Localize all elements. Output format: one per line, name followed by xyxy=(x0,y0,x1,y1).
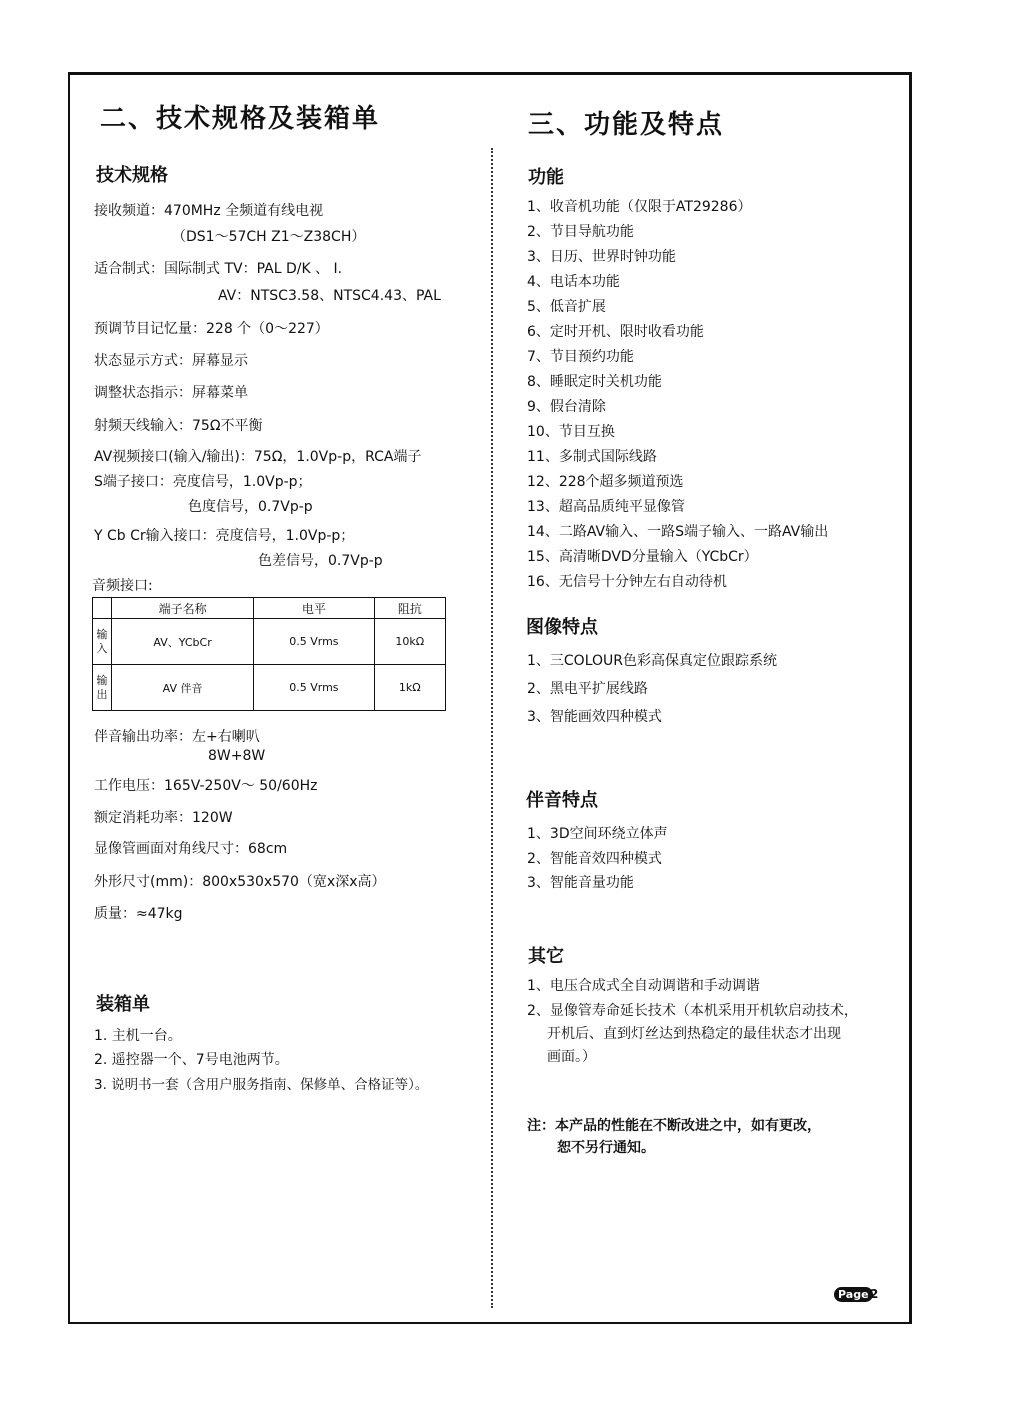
spec-line: 色差信号，0.7Vp-p xyxy=(258,553,383,569)
function-item: 12、228个超多频道预选 xyxy=(527,474,684,490)
sound-feature-item: 3、智能音量功能 xyxy=(527,875,634,891)
function-item: 14、二路AV输入、一路S端子输入、一路AV输出 xyxy=(527,524,829,540)
page-label: Page xyxy=(834,1287,873,1302)
spec-heading: 技术规格 xyxy=(96,165,168,186)
left-section-title: 二、技术规格及装箱单 xyxy=(100,104,381,134)
spec-line: AV：NTSC3.58、NTSC4.43、PAL xyxy=(218,288,441,304)
function-item: 9、假台清除 xyxy=(527,399,606,415)
table-header-cell: 阻抗 xyxy=(374,598,445,619)
spec-line: （DS1～57CH Z1～Z38CH） xyxy=(172,229,366,245)
table-corner-cell xyxy=(93,598,112,619)
table-row xyxy=(93,665,446,711)
spec-line: 伴音输出功率：左+右喇叭 xyxy=(94,729,260,745)
function-item: 2、节目导航功能 xyxy=(527,224,634,240)
spec-line: 8W+8W xyxy=(208,748,266,764)
spec-line: AV视频接口(输入/输出)：75Ω，1.0Vp-p，RCA端子 xyxy=(94,449,422,465)
function-item: 11、多制式国际线路 xyxy=(527,449,657,465)
table-cell: 10kΩ xyxy=(374,619,445,665)
other-feature-item: 2、显像管寿命延长技术（本机采用开机软启动技术， xyxy=(527,1003,858,1019)
function-item: 4、电话本功能 xyxy=(527,274,620,290)
function-item: 13、超高品质纯平显像管 xyxy=(527,499,685,515)
table-header-cell: 电平 xyxy=(254,598,374,619)
function-item: 5、低音扩展 xyxy=(527,299,606,315)
function-item: 3、日历、世界时钟功能 xyxy=(527,249,676,265)
spec-line: 状态显示方式：屏幕显示 xyxy=(94,353,248,369)
spec-line: 射频天线输入：75Ω不平衡 xyxy=(94,418,263,434)
image-feature-item: 2、黑电平扩展线路 xyxy=(527,681,648,697)
spec-line: 调整状态指示：屏幕菜单 xyxy=(94,385,248,401)
spec-line: 额定消耗功率：120W xyxy=(94,810,233,826)
spec-line: 预调节目记忆量：228 个（0～227） xyxy=(94,321,329,337)
function-item: 1、收音机功能（仅限于AT29286） xyxy=(527,199,752,215)
function-item: 7、节目预约功能 xyxy=(527,349,634,365)
function-item: 16、无信号十分钟左右自动待机 xyxy=(527,574,727,590)
table-cell: AV 伴音 xyxy=(112,665,254,711)
function-item: 10、节目互换 xyxy=(527,424,615,440)
image-feature-item: 1、三COLOUR色彩高保真定位跟踪系统 xyxy=(527,653,777,669)
spec-line: 显像管画面对角线尺寸：68cm xyxy=(94,841,288,857)
spec-line: 适合制式：国际制式 TV：PAL D/K 、 I. xyxy=(94,261,343,277)
table-header-cell: 端子名称 xyxy=(112,598,254,619)
table-side-cell: 输入 xyxy=(93,619,112,665)
audio-interface-table xyxy=(92,597,446,711)
packing-item: 1. 主机一台。 xyxy=(94,1028,182,1044)
sound-features-heading: 伴音特点 xyxy=(526,790,598,811)
right-section-title: 三、功能及特点 xyxy=(528,110,725,140)
image-features-heading: 图像特点 xyxy=(526,617,598,638)
table-cell: 0.5 Vrms xyxy=(254,619,374,665)
spec-line: Y Cb Cr输入接口：亮度信号，1.0Vp-p； xyxy=(94,528,355,544)
table-side-cell: 输出 xyxy=(93,665,112,711)
note-line: 注：本产品的性能在不断改进之中，如有更改， xyxy=(527,1118,821,1134)
other-feature-item: 画面。） xyxy=(547,1049,596,1065)
function-item: 6、定时开机、限时收看功能 xyxy=(527,324,704,340)
function-item: 15、高清晰DVD分量输入（YCbCr） xyxy=(527,549,758,565)
packing-item: 3. 说明书一套（含用户服务指南、保修单、合格证等）。 xyxy=(94,1077,429,1093)
spec-line: 外形尺寸(mm)：800x530x570（宽x深x高） xyxy=(94,874,386,890)
spec-line: S端子接口：亮度信号，1.0Vp-p； xyxy=(94,474,312,490)
spec-line: 接收频道：470MHz 全频道有线电视 xyxy=(94,203,324,219)
table-row xyxy=(93,619,446,665)
other-feature-item: 开机后、直到灯丝达到热稳定的最佳状态才出现 xyxy=(547,1026,841,1042)
spec-line: 质量：≈47kg xyxy=(94,906,183,922)
column-divider xyxy=(491,148,493,1308)
sound-feature-item: 1、3D空间环绕立体声 xyxy=(527,826,668,842)
table-cell: 1kΩ xyxy=(374,665,445,711)
other-feature-item: 1、电压合成式全自动调谐和手动调谐 xyxy=(527,978,760,994)
table-cell: 0.5 Vrms xyxy=(254,665,374,711)
spec-line: 工作电压：165V-250V～ 50/60Hz xyxy=(94,778,318,794)
other-heading: 其它 xyxy=(528,946,564,967)
image-feature-item: 3、智能画效四种模式 xyxy=(527,709,662,725)
spec-line: 色度信号，0.7Vp-p xyxy=(188,499,313,515)
table-header-row xyxy=(93,598,446,619)
packing-heading: 装箱单 xyxy=(96,994,150,1015)
note-line: 恕不另行通知。 xyxy=(557,1140,655,1156)
function-item: 8、睡眠定时关机功能 xyxy=(527,374,662,390)
page-number: 2 xyxy=(870,1287,879,1301)
packing-item: 2. 遥控器一个、7号电池两节。 xyxy=(94,1052,289,1068)
sound-feature-item: 2、智能音效四种模式 xyxy=(527,851,662,867)
function-heading: 功能 xyxy=(528,167,564,188)
table-cell: AV、YCbCr xyxy=(112,619,254,665)
spec-line: 音频接口: xyxy=(92,578,153,594)
